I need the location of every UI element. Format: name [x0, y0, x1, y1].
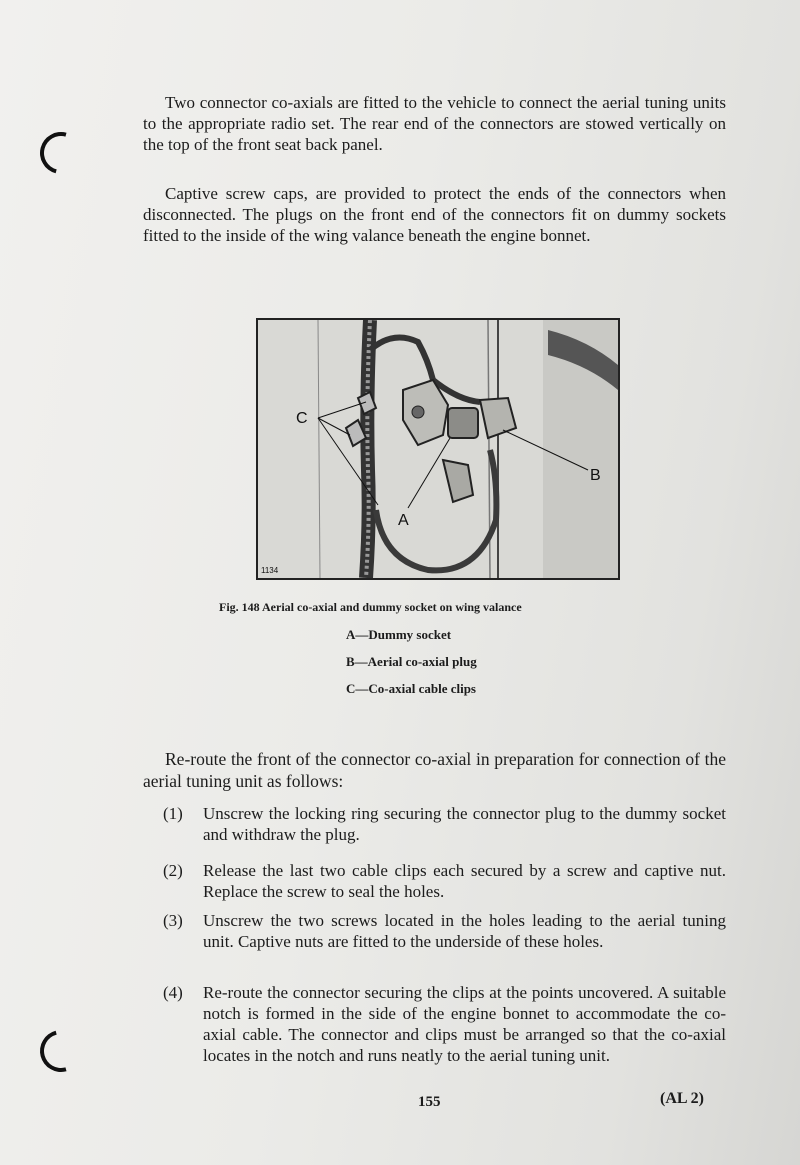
step-number: (2)	[163, 861, 183, 880]
step-text: Release the last two cable clips each secured by a screw and captive nut. Replace the screw to seal the holes.	[203, 861, 726, 901]
figure-label-c: C	[296, 410, 308, 427]
step-text: Unscrew the two screws located in the holes leading to the aerial tuning unit. Captive nuts are fitted to the underside of these holes.	[203, 911, 726, 951]
figure-illustration	[258, 320, 618, 578]
reroute-intro-paragraph: Re-route the front of the connector co-axial in preparation for connection of the aerial tuning unit as follows:	[143, 749, 726, 791]
captive-caps-paragraph: Captive screw caps, are provided to protect the ends of the connectors when disconnected. The plugs on the front end of the connectors fit on dummy sockets fitted to the inside of the wing valance beneath the engine bonnet.	[143, 184, 726, 245]
step-4	[163, 982, 726, 1066]
legend-item-c: C—Co-axial cable clips	[346, 681, 476, 696]
legend-item-b: B—Aerial co-axial plug	[346, 654, 477, 669]
figure-caption: Fig. 148 Aerial co-axial and dummy socket on wing valance	[219, 600, 522, 614]
figure-label-b: B	[590, 467, 601, 484]
figure-photo	[256, 318, 620, 580]
binder-hole-top	[32, 124, 89, 181]
step-number: (4)	[163, 983, 183, 1002]
step-3	[163, 910, 726, 952]
dummy-socket	[448, 408, 478, 438]
figure-label-a: A	[398, 512, 409, 529]
amendment-code: (AL 2)	[660, 1090, 704, 1107]
step-number: (3)	[163, 911, 183, 930]
step-1	[163, 803, 726, 845]
step-text: Re-route the connector securing the clips at the points uncovered. A suitable notch is formed in the side of the engine bonnet to accommodate the co-axial cable. The connector and clips must be arranged so that the co-axial locates in the notch and runs neatly to the aerial tuning unit.	[203, 983, 726, 1065]
figure-id: 1134	[261, 566, 279, 575]
step-text: Unscrew the locking ring securing the connector plug to the dummy socket and withdraw the plug.	[203, 804, 726, 844]
page-number: 155	[418, 1094, 441, 1110]
intro-paragraph: Two connector co-axials are fitted to the vehicle to connect the aerial tuning units to the appropriate radio set. The rear end of the connectors are stowed vertically on the top of the front seat back panel.	[143, 93, 726, 154]
binder-hole-bottom	[32, 1022, 89, 1079]
step-number: (1)	[163, 804, 183, 823]
legend-item-a: A—Dummy socket	[346, 627, 452, 642]
step-2	[163, 860, 726, 902]
